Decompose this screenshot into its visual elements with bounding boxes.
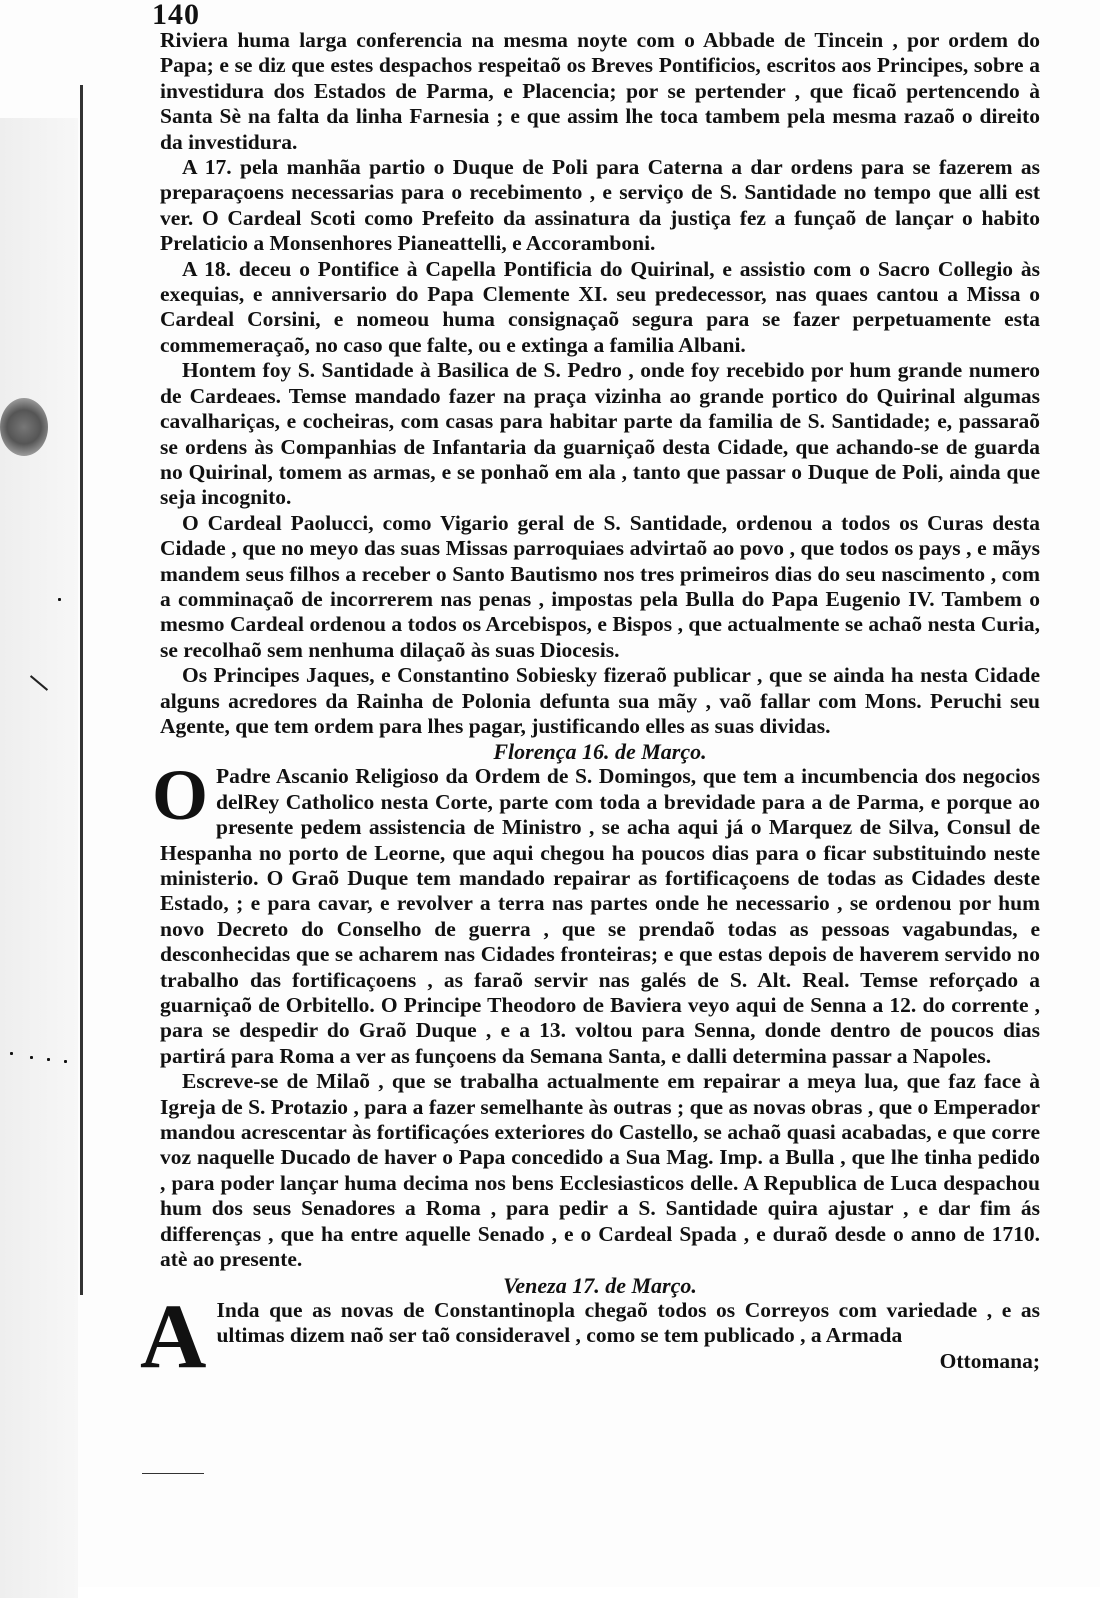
dropcap-rule (142, 1473, 204, 1474)
paragraph-basilica: Hontem foy S. Santidade à Basilica de S. Pedro , onde foy recebido por hum grande numero de Cardeaes. Temse mandado fazer na praça vizinha ao grande portico do Quirinal algumas cavalhariças, e cocheiras, com casas para habitar parte da familia de S. Santidade; e, passaraõ se ordens às Companhias de Infantaria da guarniçaõ desta Cidade, que achando-se de guarda no Quirinal, tomem as armas, e se ponhaõ em ala , tanto que passar o Duque de Poli, ainda que seja incognito. (160, 358, 1040, 510)
paragraph-milan: Escreve-se de Milaõ , que se trabalha actualmente em repairar a meya lua, que faz face à Igreja de S. Protazio , para a fazer semelhante às outras ; que as novas obras , que o Emperador mandou acrescentar às fortificaçóes exteriores do Castello, se achaõ quasi acabadas, e que corre voz naquelle Ducado de haver o Papa concedido a Sua Mag. Imp. a Bulla , que lhe tinha pedido , para poder lançar huma decima nos bens Ecclesiasticos delle. A Republica de Luca despachou hum dos seus Senadores a Roma , para pedir a S. Santidade quira ajustar , e dar fim ás differenças , que ha entre aquelle Senado , e o Cardeal Spada , e duraõ desde o anno de 1710. atè ao presente. (160, 1069, 1040, 1272)
page-number: 140 (152, 0, 200, 31)
venice-text: Inda que as novas de Constantinopla chegaõ todos os Correyos com variedade , e as ultimas dizem naõ ser taõ consideravel , como se tem publicado , a Armada (216, 1297, 1040, 1347)
paragraph-capella: A 18. deceu o Pontifice à Capella Pontificia do Quirinal, e assistio com o Sacro Collegio às exequias, e anniversario do Papa Clemente XI. seu predecessor, nas quaes cantou a Missa o Cardeal Corsini, e nomeou huma consignaçaõ segura para se fazer perpetuamente esta commemeraçaõ, no caso que falte, ou e extinga a familia Albani. (160, 256, 1040, 357)
paragraph-rome-continued: Riviera huma larga conferencia na mesma noyte com o Abbade de Tincein , por ordem do Papa; e se diz que estes despachos respeitaõ os Breves Pontificios, escritos aos Principes, sobre a investidura dos Estados de Parma, e Placencia; por se pertender , que ficaõ pertencendo à Santa Sè na falta da linha Farnesia ; e que assim lhe toca tambem pela mesma razaõ o direito da investidura. (160, 28, 1040, 154)
dateline-florence: Florença 16. de Março. (493, 739, 707, 765)
punch-hole (0, 398, 48, 456)
drop-cap-a: A (140, 1284, 207, 1387)
scan-speck (30, 1056, 33, 1059)
text-column (140, 28, 1040, 1387)
binding-shadow (0, 118, 78, 1598)
scan-speck (58, 598, 61, 601)
paragraph-florence (152, 755, 1040, 1069)
scan-speck (10, 1052, 13, 1055)
scan-speck (64, 1060, 67, 1063)
catchword: Ottomana; (939, 1349, 1040, 1374)
binding-edge (80, 85, 83, 1295)
florence-text: Padre Ascanio Religioso da Ordem de S. Domingos, que tem a incumbencia dos negocios delRey Catholico nesta Corte, parte com toda a brevidade para a de Parma, e porque ao presente pedem assistencia de Ministro , se acha aqui já o Marquez de Silva, Consul de Hespanha no porto de Leorne, que aqui chegou ha poucos dias para o ficar substituindo neste ministerio. O Graõ Duque tem mandado repairar as fortificaçoens de todas as Cidades deste Estado, ; e para cavar, e revolver a terra nas partes onde he necessario , se ordenou por hum novo Decreto do Conselho de guerra , que se prendaõ todas as pessoas vagabundas, e desconhecidas que se acharem nas Cidades fronteiras; e que estas depois de haverem servido no trabalho das fortificaçoens , as faraõ servir nas galés de S. Alt. Real. Temse reforçado a guarniçaõ de Orbitello. O Principe Theodoro de Baviera veyo aqui de Senna a 12. do corrente , para se despedir do Graõ Duque , e a 13. voltou para Senna, donde dentro de poucos dias partirá para Roma a ver as funçoens da Semana Santa, e dalli determina passar a Napoles. (160, 764, 1040, 1068)
paragraph-cardeal-paolucci: O Cardeal Paolucci, como Vigario geral de S. Santidade, ordenou a todos os Curas desta Cidade , que no meyo das suas Missas parroquiaes advirtaõ ao povo , que todos os pays , e mãys mandem seus filhos a receber o Santo Bautismo nos tres primeiros dias do seu nascimento , com a comminaçaõ de incorrerem nas penas , impostas pela Bulla do Papa Eugenio IV. Tambem o mesmo Cardeal ordenou a todos os Arcebispos, e Bispos , que actualmente se achaõ nesta Curia, se recolhaõ sem nenhuma dilaçaõ às suas Diocesis. (160, 510, 1040, 662)
scan-speck (47, 1058, 50, 1061)
paragraph-duque-poli: A 17. pela manhãa partio o Duque de Poli para Caterna a dar ordens para se fazerem as preparaçoens necessarias para o recebimento , e serviço de S. Santidade no tempo que alli est ver. O Cardeal Scoti como Prefeito da assinatura da justiça fez a funçaõ de lançar o habito Prelaticio a Monsenhores Pianeattelli, e Accoramboni. (160, 155, 1040, 256)
paragraph-principes-sobiesky: Os Principes Jaques, e Constantino Sobiesky fizeraõ publicar , que se ainda ha nesta Cidade alguns acredores da Rainha de Polonia defunta sua mãy , vaõ fallar com Mons. Peruchi seu Agente, que tem ordem para lhes pagar, justificando elles as suas dividas. (160, 663, 1040, 738)
drop-cap-o: O (152, 755, 209, 836)
dateline-venice: Veneza 17. de Março. (503, 1272, 697, 1298)
